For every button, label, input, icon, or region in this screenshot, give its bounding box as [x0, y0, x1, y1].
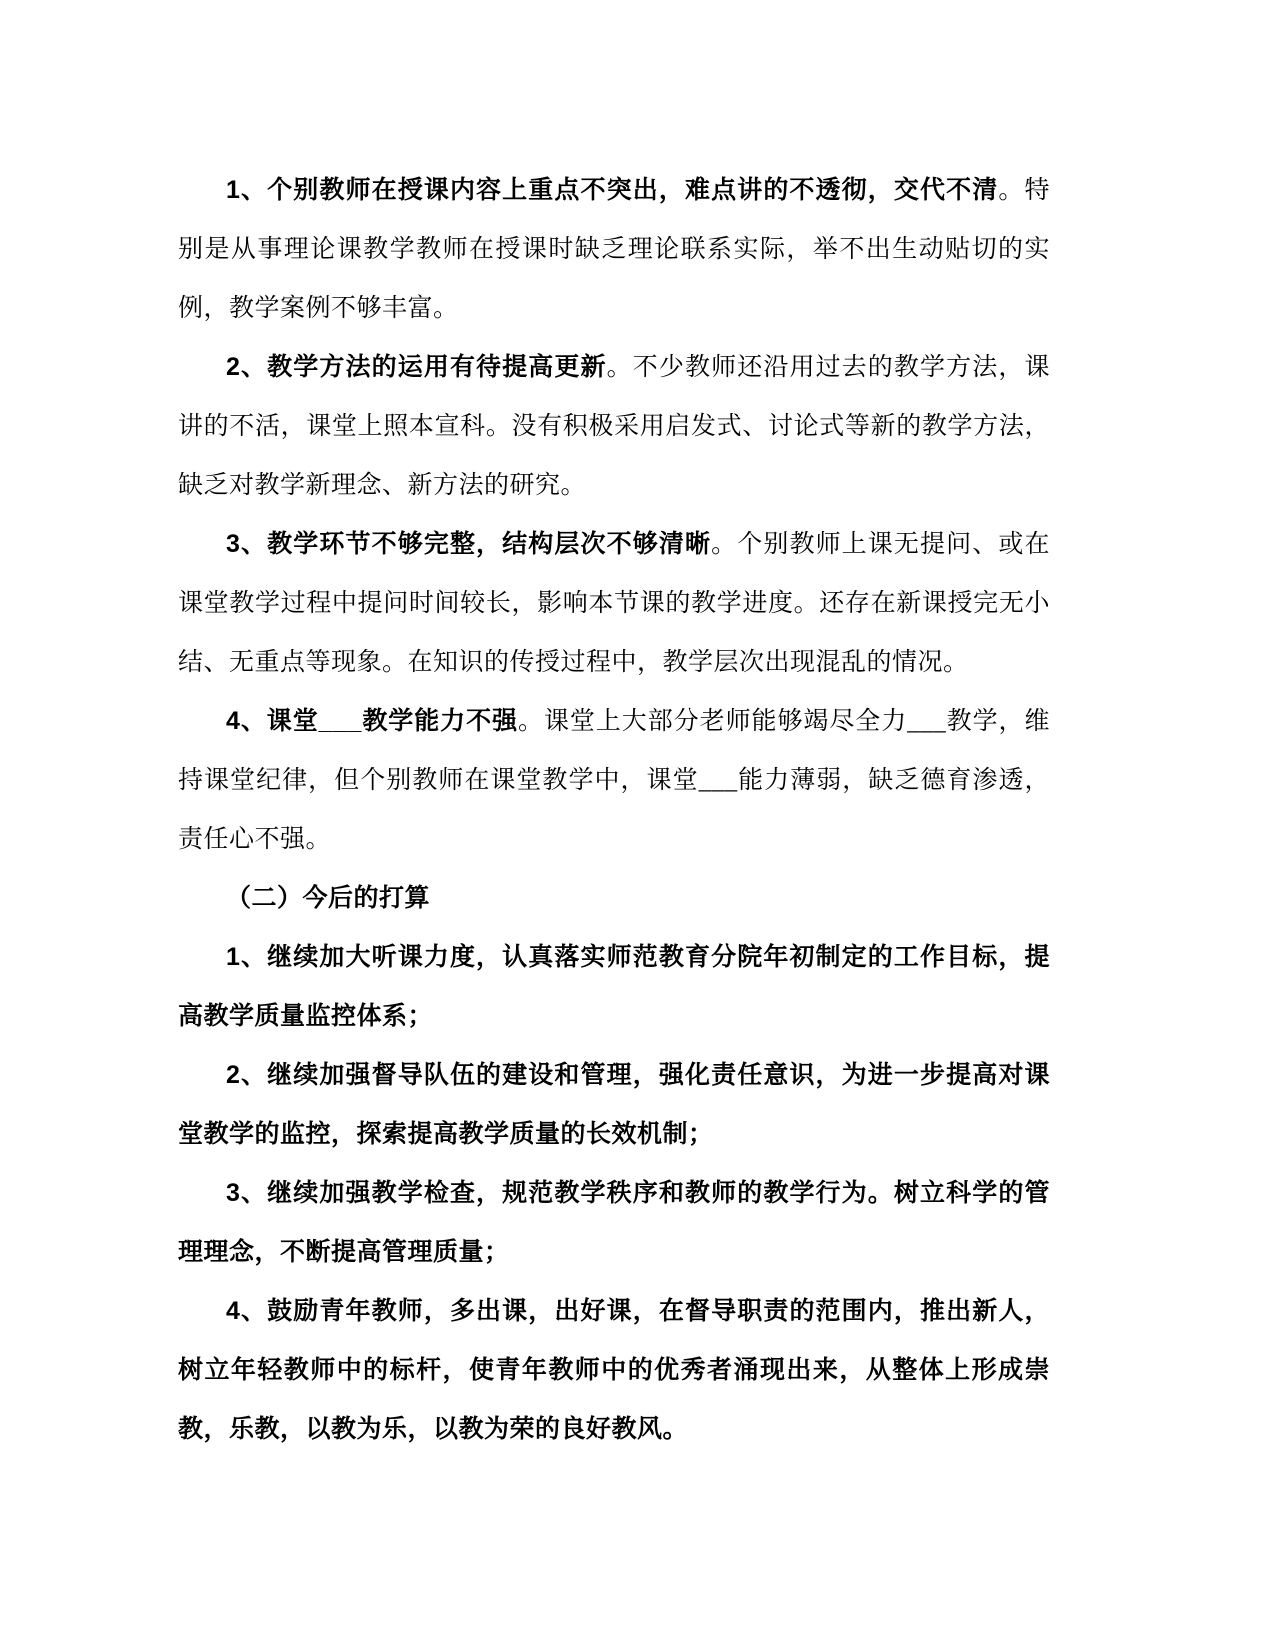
issue-paragraph-3 [178, 515, 1050, 692]
issue-3-body-text: 。个别教师上课无提问、或在课堂教学过程中提问时间较长，影响本节课的教学进度。还存在新课授完无小结、无重点等现象。在知识的传授过程中，教学层次出现混乱的情况。 [178, 531, 1050, 676]
issue-4-bold-lead: 4、课堂___教学能力不强 [226, 707, 519, 735]
issue-2-bold-lead: 2、教学方法的运用有待提高更新 [226, 353, 607, 381]
section-heading-future-plans: （二）今后的打算 [226, 885, 431, 912]
issue-4-body-text: 。课堂上大部分老师能够竭尽全力___教学，维持课堂纪律，但个别教师在课堂教学中，课堂___能力薄弱，缺乏德育渗透，责任心不强。 [178, 708, 1050, 853]
issue-paragraph-2 [178, 338, 1050, 515]
plan-paragraph-2: 2、继续加强督导队伍的建设和管理，强化责任意识，为进一步提高对课堂教学的监控，探索提高教学质量的长效机制； [178, 1061, 1050, 1148]
issue-1-body-text: 。特别是从事理论课教学教师在授课时缺乏理论联系实际，举不出生动贴切的实例，教学案例不够丰富。 [178, 177, 1050, 322]
issue-paragraph-1 [178, 161, 1050, 338]
issue-paragraph-4 [178, 692, 1050, 869]
plan-paragraph-3: 3、继续加强教学检查，规范教学秩序和教师的教学行为。树立科学的管理理念，不断提高管理质量； [178, 1179, 1050, 1266]
issue-2-body-text: 。不少教师还沿用过去的教学方法，课讲的不活，课堂上照本宣科。没有积极采用启发式、讨论式等新的教学方法，缺乏对教学新理念、新方法的研究。 [178, 354, 1050, 499]
document-content [178, 161, 1050, 1459]
issue-1-bold-lead: 1、个别教师在授课内容上重点不突出，难点讲的不透彻，交代不清 [226, 176, 999, 204]
plan-paragraph-4: 4、鼓励青年教师，多出课，出好课，在督导职责的范围内，推出新人，树立年轻教师中的标杆，使青年教师中的优秀者涌现出来，从整体上形成崇教，乐教，以教为乐，以教为荣的良好教风。 [178, 1297, 1050, 1443]
plan-paragraph-1: 1、继续加大听课力度，认真落实师范教育分院年初制定的工作目标，提高教学质量监控体系； [178, 943, 1050, 1030]
issue-3-bold-lead: 3、教学环节不够完整，结构层次不够清晰 [226, 530, 712, 558]
